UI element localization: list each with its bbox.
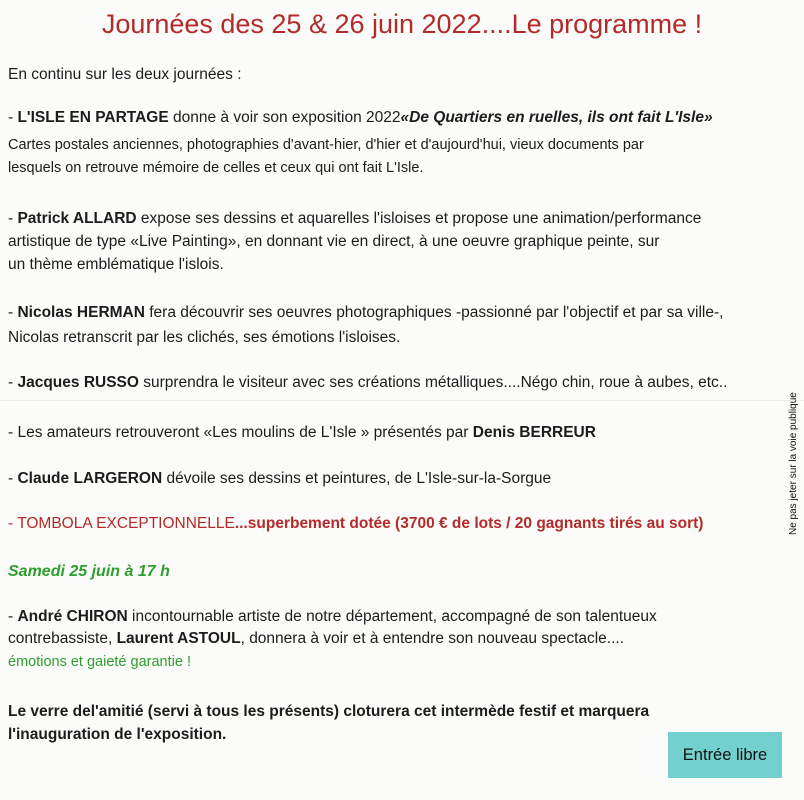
allard-line-1: - Patrick ALLARD expose ses dessins et aquarelles l'isloises et propose une animation/performance: [8, 210, 702, 227]
herman-name: Nicolas HERMAN: [17, 304, 145, 321]
section-allard: [8, 209, 701, 275]
isle-desc-2: lesquels on retrouve mémoire de celles et ceux qui ont fait L'Isle.: [8, 160, 424, 176]
entree-libre-badge: Entrée libre: [668, 732, 782, 778]
russo-name: Jacques RUSSO: [17, 374, 139, 391]
verre-line-1: Le verre del'amitié (servi à tous les présents) cloturera cet intermède festif et marquera: [8, 703, 650, 720]
chiron-name: André CHIRON: [17, 608, 128, 625]
samedi-heading: Samedi 25 juin à 17 h: [8, 563, 170, 580]
isle-name: L'ISLE EN PARTAGE: [17, 109, 169, 126]
herman-line-1: - Nicolas HERMAN fera découvrir ses oeuvres photographiques -passionné par l'objectif et par sa ville-,: [8, 304, 724, 321]
largeron-name: Claude LARGERON: [17, 470, 163, 487]
side-note: Ne pas jeter sur la voie publique: [788, 392, 799, 535]
isle-desc-1: Cartes postales anciennes, photographies d'avant-hier, d'hier et d'aujourd'hui, vieux documents par: [8, 137, 644, 153]
verre-line-2: l'inauguration de l'exposition.: [8, 726, 227, 743]
paper-fold: [0, 400, 804, 401]
page-title: Journées des 25 & 26 juin 2022....Le programme !: [101, 9, 703, 39]
chiron-line-3: émotions et gaieté garantie !: [8, 654, 191, 670]
section-moulins: - Les amateurs retrouveront «Les moulins de L'Isle » présentés par Denis BERREUR: [8, 424, 596, 441]
chiron-line-2: contrebassiste, Laurent ASTOUL, donnera à voir et à entendre son nouveau spectacle....: [8, 630, 625, 647]
berreur-name: Denis BERREUR: [472, 424, 596, 441]
astoul-name: Laurent ASTOUL: [116, 630, 241, 647]
section-herman: [8, 303, 723, 348]
section-largeron: - Claude LARGERON dévoile ses dessins et peintures, de L'Isle-sur-la-Sorgue: [8, 470, 552, 487]
allard-line-3: un thème emblématique l'islois.: [8, 256, 224, 273]
section-verre: [8, 702, 649, 745]
chiron-line-1: - André CHIRON incontournable artiste de notre département, accompagné de son talentueux: [8, 608, 657, 625]
allard-line-2: artistique de type «Live Painting», en donnant vie en direct, à une oeuvre graphique peinte, sur: [8, 233, 660, 250]
herman-line-2: Nicolas retranscrit par les clichés, ses émotions l'isloises.: [8, 329, 401, 346]
section-tombola: - TOMBOLA EXCEPTIONNELLE...superbement dotée (3700 € de lots / 20 gagnants tirés au sort): [8, 515, 704, 532]
isle-expo-title: «De Quartiers en ruelles, ils ont fait L'Isle»: [400, 109, 713, 126]
allard-name: Patrick ALLARD: [17, 210, 137, 227]
intro-text: En continu sur les deux journées :: [8, 66, 242, 83]
section-isle: [8, 108, 713, 180]
section-chiron: [8, 607, 657, 674]
isle-heading: - L'ISLE EN PARTAGE donne à voir son exposition 2022«De Quartiers en ruelles, ils ont fait L'Isle»: [8, 109, 713, 126]
section-russo: - Jacques RUSSO surprendra le visiteur avec ses créations métalliques....Négo chin, roue à aubes, etc..: [8, 374, 728, 391]
